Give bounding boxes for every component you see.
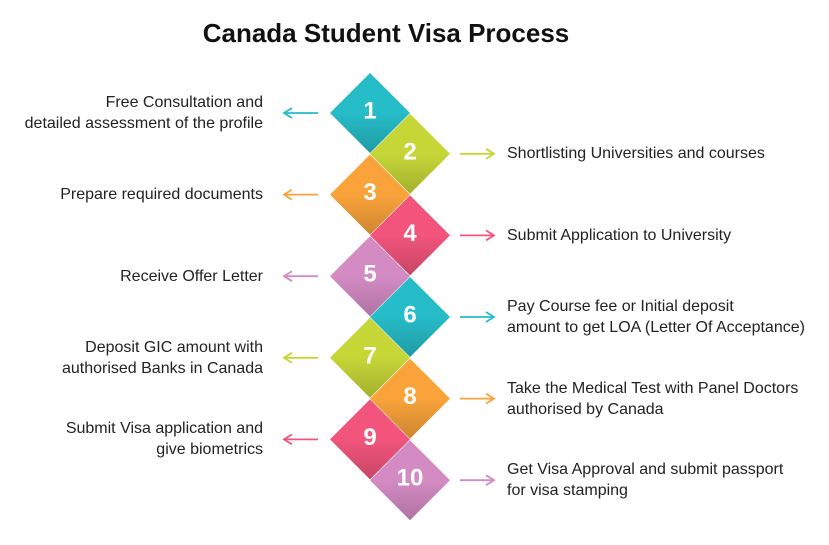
step-label-line: Submit Visa application and	[65, 420, 263, 438]
step-label-line: Prepare required documents	[60, 186, 263, 204]
step-number-9: 9	[363, 423, 377, 451]
step-number-4: 4	[403, 219, 417, 247]
step-label-line: give biometrics	[156, 441, 263, 459]
step-label-line: detailed assessment of the profile	[24, 115, 263, 132]
step-label-5	[120, 266, 263, 287]
step-label-line: Pay Course fee or Initial deposit	[507, 298, 734, 315]
step-number-10: 10	[396, 464, 424, 492]
step-label-line: Get Visa Approval and submit passport	[507, 461, 784, 479]
step-number-1: 1	[363, 97, 377, 125]
step-label-line: Free Consultation and	[105, 94, 263, 111]
step-label-line: authorised by Canada	[507, 400, 664, 418]
step-label-line: Receive Offer Letter	[120, 267, 263, 285]
step-label-line: Shortlisting Universities and courses	[507, 145, 765, 163]
step-label-10	[507, 459, 783, 501]
step-number-7: 7	[363, 342, 377, 370]
step-label-line: Submit Application to University	[507, 226, 732, 244]
step-label-line: Deposit GIC amount with	[85, 338, 263, 356]
step-label-6	[507, 296, 805, 338]
step-label-2	[507, 143, 765, 164]
step-number-8: 8	[403, 383, 417, 411]
step-label-8	[507, 378, 798, 420]
step-label-9	[66, 418, 263, 460]
step-label-4	[507, 225, 731, 246]
step-label-7	[62, 337, 263, 379]
step-number-6: 6	[403, 301, 417, 329]
step-label-line: authorised Banks in Canada	[61, 359, 263, 377]
step-label-1	[25, 92, 263, 134]
diagram-title: Canada Student Visa Process	[202, 18, 570, 48]
step-label-line: Take the Medical Test with Panel Doctors	[507, 379, 799, 397]
step-number-5: 5	[363, 260, 377, 288]
step-label-line: for visa stamping	[507, 482, 628, 500]
step-label-3	[60, 184, 263, 205]
step-label-line: amount to get LOA (Letter Of Acceptance)	[507, 319, 805, 336]
step-number-2: 2	[403, 138, 417, 166]
step-number-3: 3	[363, 179, 377, 207]
